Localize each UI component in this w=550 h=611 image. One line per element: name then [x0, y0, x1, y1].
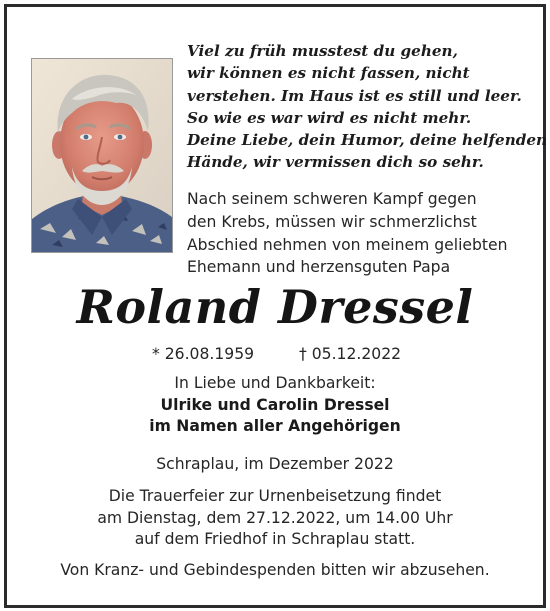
poem-line: wir können es nicht fassen, nicht	[187, 64, 470, 83]
place-date: Schraplau, im Dezember 2022	[156, 455, 394, 473]
farewell-line: Abschied nehmen von meinem geliebten	[187, 235, 508, 254]
farewell-line: Nach seinem schweren Kampf gegen	[187, 190, 477, 208]
poem	[187, 40, 548, 174]
poem-line: Hände, wir vermissen dich so sehr.	[187, 153, 484, 172]
mourners-relatives: im Namen aller Angehörigen	[149, 417, 401, 435]
mourners-names: Ulrike und Carolin Dressel	[160, 395, 390, 414]
farewell-line: Ehemann und herzensguten Papa	[187, 258, 451, 277]
poem-line: Deine Liebe, dein Humor, deine helfenden	[187, 131, 548, 150]
farewell-text	[187, 188, 537, 279]
poem-line: Viel zu früh musstest du gehen,	[187, 42, 458, 60]
portrait-photo	[31, 58, 173, 253]
deceased-name: Roland Dressel	[76, 280, 474, 334]
birth-date: * 26.08.1959	[152, 345, 255, 363]
funeral-line: auf dem Friedhof in Schraplau statt.	[134, 530, 416, 548]
mourners-intro: In Liebe und Dankbarkeit:	[174, 374, 376, 392]
mourners-block	[7, 373, 543, 438]
funeral-line: Die Trauerfeier zur Urnenbeisetzung findet	[108, 487, 442, 505]
funeral-line: am Dienstag, dem 27.12.2022, um 14.00 Uhr	[97, 508, 453, 527]
funeral-info	[7, 486, 543, 551]
poem-line: verstehen. Im Haus ist es still und leer.	[187, 86, 522, 105]
obituary-frame	[4, 4, 546, 608]
death-date: † 05.12.2022	[299, 345, 402, 363]
poem-line: So wie es war wird es nicht mehr.	[187, 108, 472, 127]
farewell-line: den Krebs, müssen wir schmerzlichst	[187, 212, 477, 231]
donation-note: Von Kranz- und Gebindespenden bitten wir abzusehen.	[60, 561, 490, 579]
